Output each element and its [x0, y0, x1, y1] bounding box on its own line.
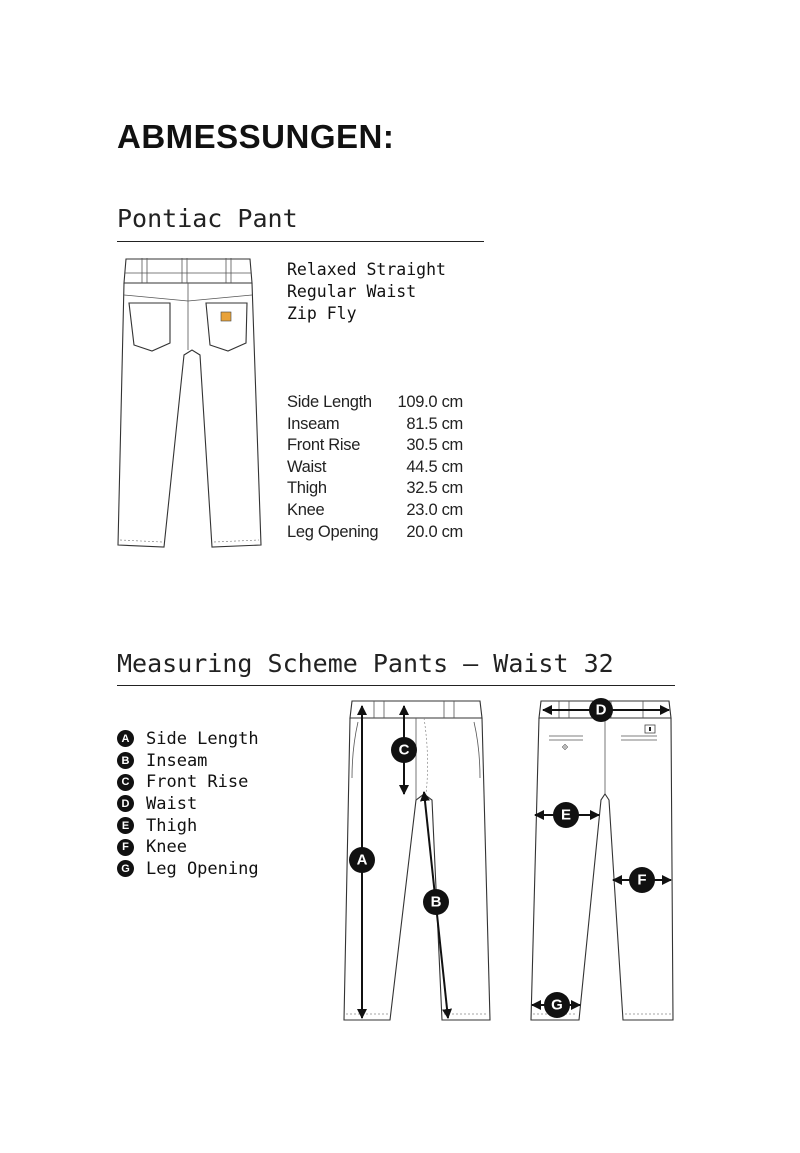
pants-back-illustration: [112, 255, 272, 550]
legend-label: Front Rise: [146, 772, 249, 793]
legend-badge: G: [117, 860, 134, 877]
measurement-value: 109.0 cm: [397, 393, 463, 411]
badge-d: D: [595, 701, 607, 719]
measurement-value: 81.5 cm: [406, 414, 463, 433]
legend-badge: A: [117, 730, 134, 747]
measurement-row: [287, 479, 463, 501]
legend-badge: D: [117, 795, 134, 812]
measurement-value: 44.5 cm: [406, 457, 463, 476]
measurement-row: [287, 393, 463, 415]
measurements-table: [287, 393, 463, 544]
measurement-value: 30.5 cm: [406, 436, 463, 455]
badge-f: F: [637, 871, 647, 889]
feature-waist: Regular Waist: [287, 282, 417, 301]
measurement-label: Leg Opening: [287, 522, 379, 541]
legend-item: [117, 858, 259, 880]
badge-a: A: [356, 851, 368, 869]
legend-badge: F: [117, 839, 134, 856]
legend-item: [117, 728, 259, 750]
legend-label: Knee: [146, 837, 187, 858]
measurement-label: Inseam: [287, 414, 340, 433]
legend-label: Inseam: [146, 750, 208, 771]
measurement-label: Thigh: [287, 479, 327, 498]
measurement-row: [287, 501, 463, 523]
badge-e: E: [560, 806, 572, 824]
legend-label: Waist: [146, 793, 198, 814]
product-features: [287, 259, 446, 325]
legend-badge: E: [117, 817, 134, 834]
product-name: Pontiac Pant: [117, 204, 298, 233]
scheme-heading: Measuring Scheme Pants — Waist 32: [117, 649, 614, 678]
measurement-value: 20.0 cm: [406, 522, 463, 541]
legend-item: [117, 815, 259, 837]
measurement-value: 32.5 cm: [406, 479, 463, 498]
feature-fly: Zip Fly: [287, 304, 357, 323]
badge-b: B: [430, 893, 442, 911]
measurement-legend: [117, 728, 259, 880]
legend-item: [117, 750, 259, 772]
legend-badge: C: [117, 774, 134, 791]
measurement-label: Side Length: [287, 393, 372, 411]
legend-badge: B: [117, 752, 134, 769]
badge-c: C: [398, 741, 410, 759]
legend-item: [117, 836, 259, 858]
measurement-label: Knee: [287, 500, 325, 519]
measurement-row: [287, 458, 463, 480]
pants-back-diagram: [525, 698, 685, 1028]
badge-g: G: [551, 996, 563, 1014]
measurement-label: Waist: [287, 457, 327, 476]
legend-label: Leg Opening: [146, 858, 259, 879]
divider: [117, 241, 484, 242]
pants-front-diagram: [340, 698, 500, 1028]
measurement-row: [287, 523, 463, 545]
measurement-row: [287, 415, 463, 437]
measurement-row: [287, 436, 463, 458]
measurement-label: Front Rise: [287, 436, 361, 455]
legend-label: Thigh: [146, 815, 198, 836]
legend-item: [117, 771, 259, 793]
legend-item: [117, 793, 259, 815]
measurement-value: 23.0 cm: [406, 500, 463, 519]
legend-label: Side Length: [146, 728, 259, 749]
divider: [117, 685, 675, 686]
feature-fit: Relaxed Straight: [287, 260, 446, 279]
page-title: ABMESSUNGEN:: [117, 118, 395, 155]
